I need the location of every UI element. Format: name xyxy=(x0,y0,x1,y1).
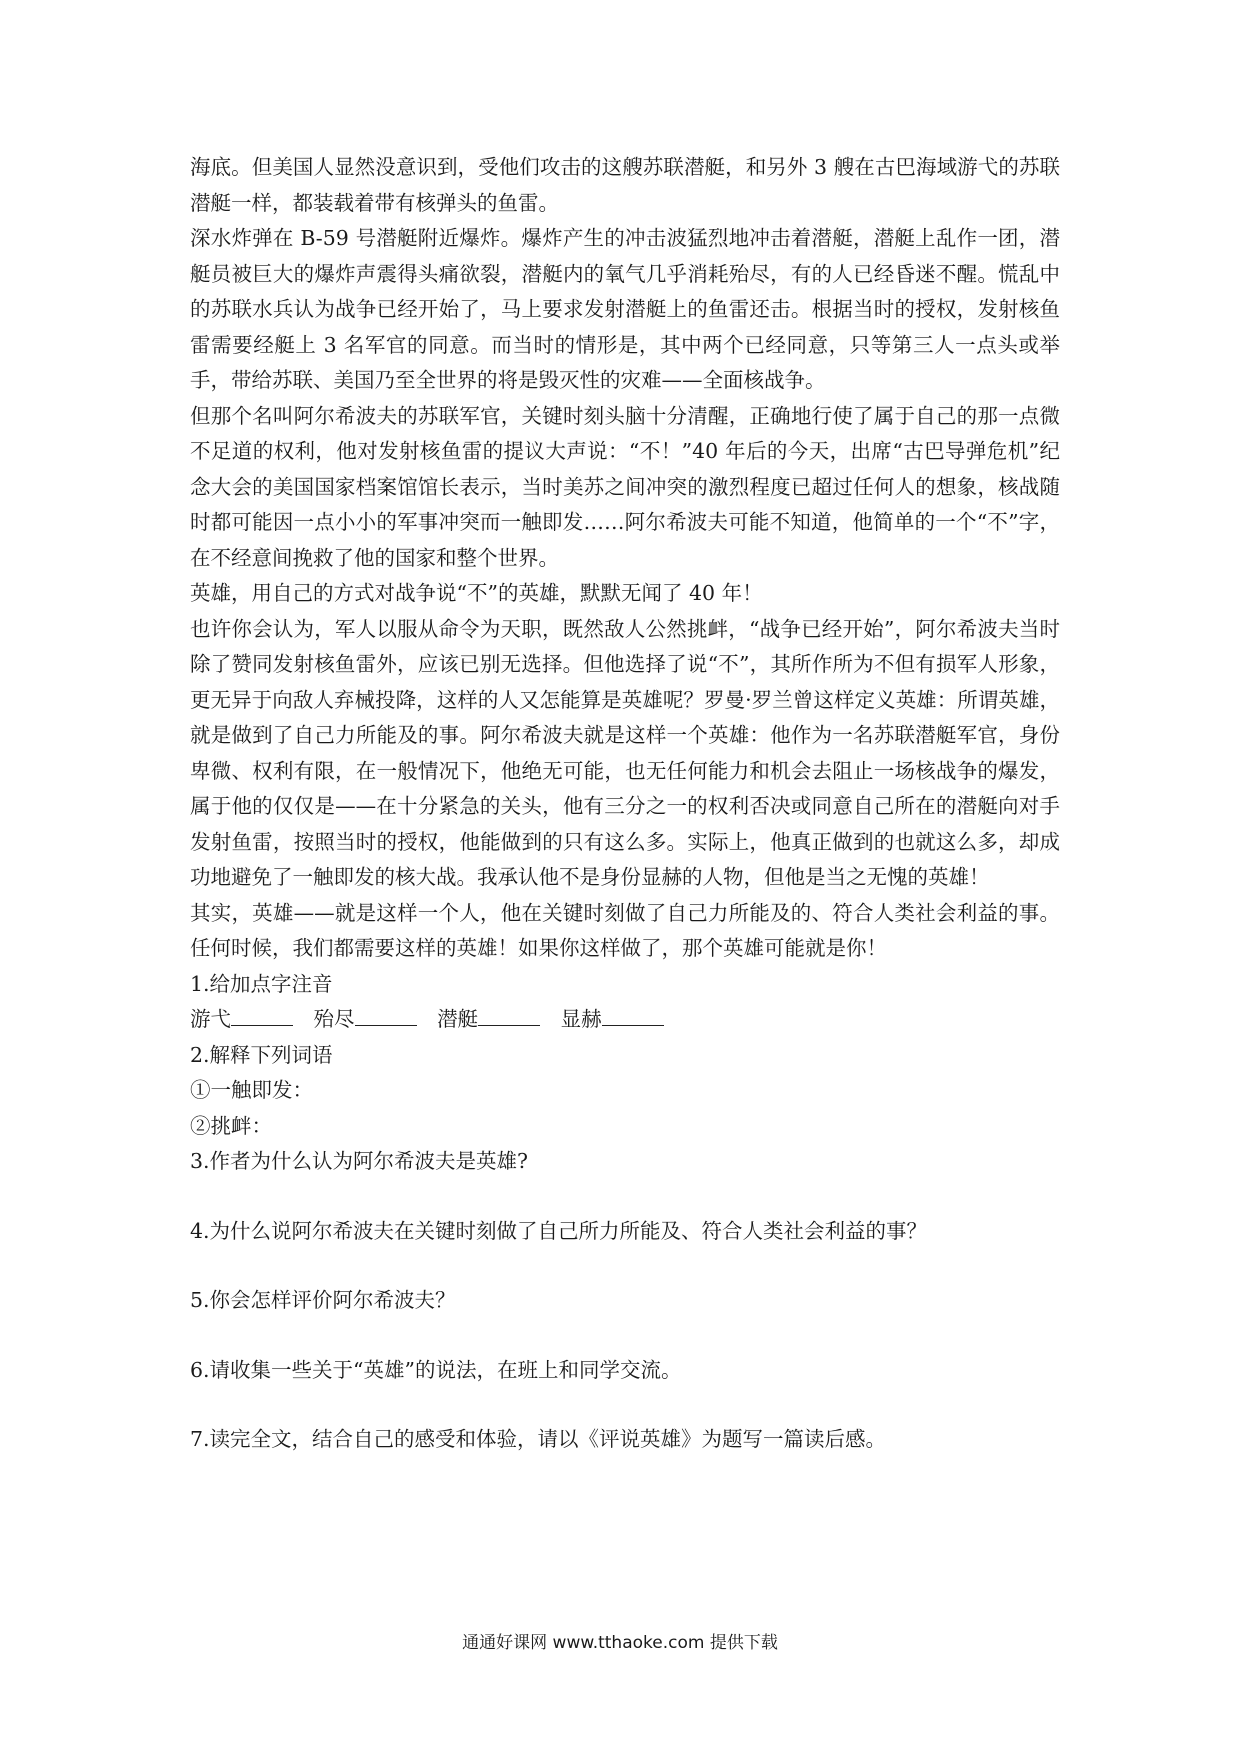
paragraph-3: 但那个名叫阿尔希波夫的苏联军官，关键时刻头脑十分清醒，正确地行使了属于自己的那一点微不足道的权利，他对发射核鱼雷的提议大声说：“不！”40 年后的今天，出席“古巴导弹危机”纪念大会的美国国家档案馆馆长表示，当时美苏之间冲突的激烈程度已超过任何人的想象，核战随时都可能因一点小小的军事冲突而一触即发……阿尔希波夫可能不知道，他简单的一个“不”字，在不经意间挽救了他的国家和整个世界。 xyxy=(190,403,1060,570)
answer-blank[interactable] xyxy=(478,1007,540,1026)
question-5: 5.你会怎样评价阿尔希波夫？ xyxy=(190,1288,456,1312)
question-2: 2.解释下列词语 xyxy=(190,1042,333,1067)
paragraph-2: 深水炸弹在 B-59 号潜艇附近爆炸。爆炸产生的冲击波猛烈地冲击着潜艇，潜艇上乱作一团，潜艇员被巨大的爆炸声震得头痛欲裂，潜艇内的氧气几乎消耗殆尽，有的人已经昏迷不醒。慌乱中的苏联水兵认为战争已经开始了，马上要求发射潜艇上的鱼雷还击。根据当时的授权，发射核鱼雷需要经艇上 3 名军官的同意。而当时的情形是，其中两个已经同意，只等第三人一点头或举手，带给苏联、美国乃至全世界的将是毁灭性的灾难——全面核战争。 xyxy=(190,226,1060,392)
answer-blank[interactable] xyxy=(355,1007,417,1026)
question-1: 1.给加点字注音 xyxy=(190,971,333,996)
pinyin-item xyxy=(437,1007,540,1031)
question-7: 7.读完全文，结合自己的感受和体验，请以《评说英雄》为题写一篇读后感。 xyxy=(190,1427,887,1451)
paragraph-4: 英雄，用自己的方式对战争说“不”的英雄，默默无闻了 40 年！ xyxy=(190,581,763,605)
paragraph-6: 其实，英雄——就是这样一个人，他在关键时刻做了自己力所能及的、符合人类社会利益的事。任何时候，我们都需要这样的英雄！如果你这样做了，那个英雄可能就是你！ xyxy=(190,900,1060,960)
paragraph-1: 海底。但美国人显然没意识到，受他们攻击的这艘苏联潜艇，和另外 3 艘在古巴海域游弋的苏联潜艇一样，都装载着带有核弹头的鱼雷。 xyxy=(190,155,1060,215)
question-2-item-1: ①一触即发： xyxy=(190,1078,313,1102)
question-3: 3.作者为什么认为阿尔希波夫是英雄? xyxy=(190,1149,529,1173)
question-4: 4.为什么说阿尔希波夫在关键时刻做了自己所力所能及、符合人类社会利益的事？ xyxy=(190,1218,928,1243)
page-footer: 通通好课网 www.tthaoke.com 提供下载 xyxy=(462,1633,778,1653)
pinyin-item xyxy=(314,1007,417,1031)
paragraph-5: 也许你会认为，军人以服从命令为天职，既然敌人公然挑衅，“战争已经开始”，阿尔希波夫当时除了赞同发射核鱼雷外，应该已别无选择。但他选择了说“不”，其所作所为不但有损军人形象，更无异于向敌人弃械投降，这样的人又怎能算是英雄呢？罗曼·罗兰曾这样定义英雄：所谓英雄，就是做到了自己力所能及的事。阿尔希波夫就是这样一个英雄：他作为一名苏联潜艇军官，身份卑微、权利有限，在一般情况下，他绝无可能，也无任何能力和机会去阻止一场核战争的爆发，属于他的仅仅是——在十分紧急的关头，他有三分之一的权利否决或同意自己所在的潜艇向对手发射鱼雷，按照当时的授权，他能做到的只有这么多。实际上，他真正做到的也就这么多，却成功地避免了一触即发的核大战。我承认他不是身份显赫的人物，但他是当之无愧的英雄！ xyxy=(190,616,1060,889)
answer-blank[interactable] xyxy=(231,1007,293,1026)
pinyin-item xyxy=(561,1007,664,1031)
pinyin-word: 显赫 xyxy=(560,1007,602,1031)
pinyin-word: 殆尽 xyxy=(313,1007,355,1031)
answer-blank[interactable] xyxy=(602,1007,664,1026)
pinyin-word: 游弋 xyxy=(190,1007,231,1031)
question-2-item-2: ②挑衅： xyxy=(190,1113,272,1138)
question-6: 6.请收集一些关于“英雄”的说法，在班上和同学交流。 xyxy=(190,1357,682,1382)
pinyin-item xyxy=(190,1007,293,1031)
pinyin-word: 潜艇 xyxy=(437,1007,479,1031)
article-body xyxy=(190,150,1060,1458)
pinyin-answer-row xyxy=(190,1002,1060,1038)
